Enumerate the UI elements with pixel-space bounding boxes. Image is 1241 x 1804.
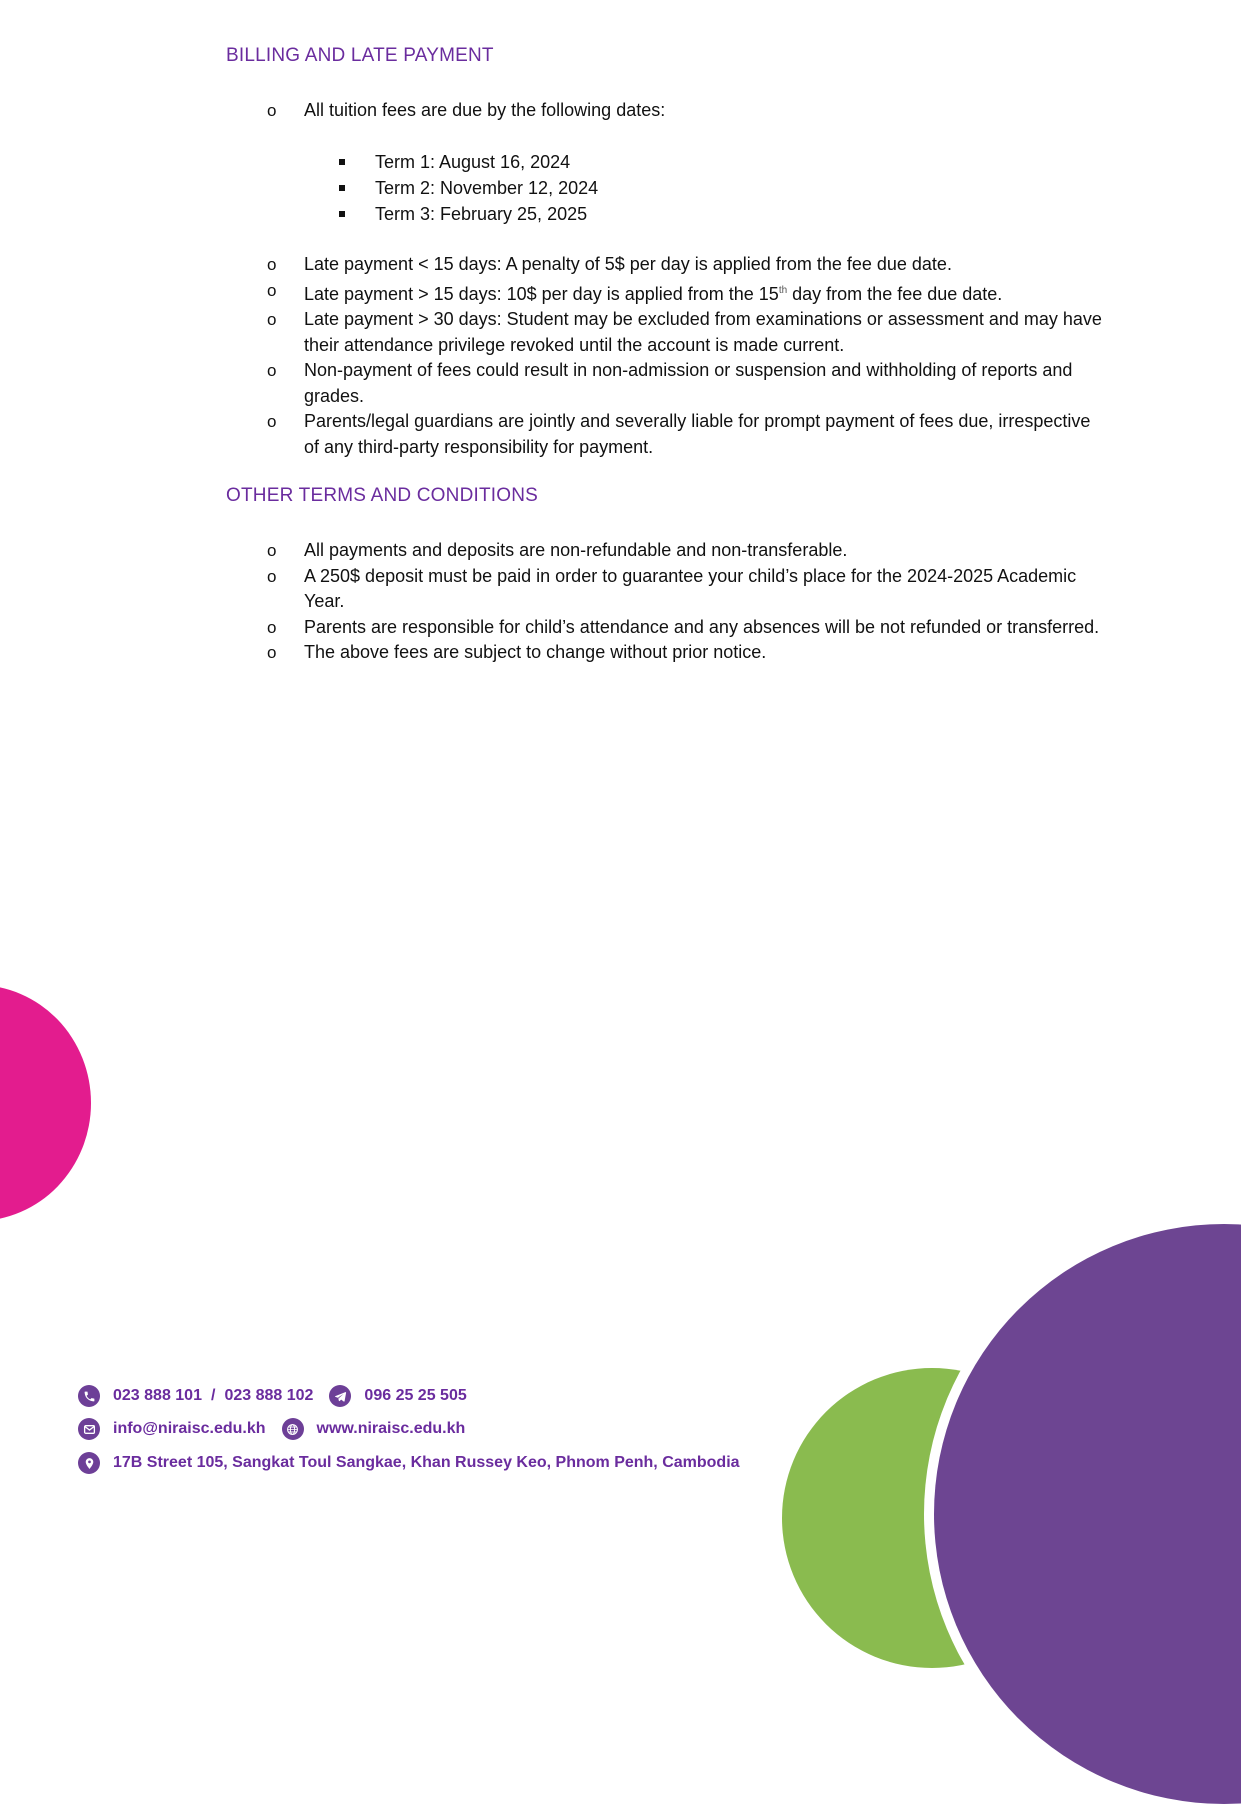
other-terms-heading: OTHER TERMS AND CONDITIONS [226,485,539,506]
list-item [0,307,1104,358]
circle-bullet: o [267,361,277,380]
address-row [78,1452,740,1474]
email-icon [78,1418,100,1440]
square-bullet [339,185,345,191]
term-item [0,149,598,175]
circle-bullet: o [267,643,277,662]
non-payment-text: Non-payment of fees could result in non-admission or suspension and withholding of reports and grades. [304,360,1073,406]
term-item [0,175,598,201]
phone-separator: / [210,1387,216,1404]
other-term-text: A 250$ deposit must be paid in order to guarantee your child’s place for the 2024-2025 Academic Year. [304,565,1077,611]
late-gt15-text-end: day from the fee due date. [787,283,1003,304]
decorative-purple-circle [934,1224,1241,1804]
phone-contact-row [78,1385,467,1407]
phone-icon [78,1385,100,1407]
other-term-text: Parents are responsible for child’s attendance and any absences will be not refunded or transferred. [304,616,1100,637]
billing-list [0,98,1104,124]
circle-bullet: o [267,541,277,560]
circle-bullet: o [267,566,277,586]
email-link[interactable]: info@niraisc.edu.kh [113,1420,266,1437]
square-bullet [339,211,345,217]
location-pin-icon [78,1452,100,1474]
term-list [0,149,598,227]
term-2-text: Term 2: November 12, 2024 [375,178,599,198]
term-item [0,201,598,227]
circle-bullet: o [267,412,277,431]
telegram-number[interactable]: 096 25 25 505 [364,1387,467,1404]
phone-number-2[interactable]: 023 888 102 [224,1387,314,1404]
circle-bullet: o [267,280,277,300]
email-web-row [78,1418,465,1440]
other-term-text: All payments and deposits are non-refundable and non-transferable. [304,540,848,560]
late-gt30-text: Late payment > 30 days: Student may be excluded from examinations or assessment and may have their attendance privilege revoked until the account is made current. [304,309,1102,355]
list-item [0,278,1104,308]
term-3-text: Term 3: February 25, 2025 [375,204,588,224]
list-item [0,564,1104,615]
billing-heading: BILLING AND LATE PAYMENT [226,45,494,66]
list-item [0,358,1104,409]
late-payment-list [0,252,1104,460]
globe-icon [282,1418,304,1440]
list-item [0,98,1104,124]
circle-bullet: o [267,310,277,329]
list-item [0,252,1104,278]
list-item [0,640,1104,666]
ordinal-superscript: th [778,284,788,296]
term-1-text: Term 1: August 16, 2024 [375,152,571,172]
phone-number-1[interactable]: 023 888 101 [113,1387,202,1404]
other-terms-list [0,538,1104,666]
circle-bullet: o [267,101,277,120]
telegram-icon [329,1385,351,1407]
website-link[interactable]: www.niraisc.edu.kh [316,1420,466,1437]
circle-bullet: o [267,617,277,637]
address-text: 17B Street 105, Sangkat Toul Sangkae, Khan Russey Keo, Phnom Penh, Cambodia [113,1454,740,1471]
late-gt15-text: Late payment > 15 days: 10$ per day is applied from the 15 [304,283,779,304]
list-item [0,538,1104,564]
liability-text: Parents/legal guardians are jointly and severally liable for prompt payment of fees due, irrespective of any third-party responsibility for payment. [304,411,1091,457]
other-term-text: The above fees are subject to change without prior notice. [304,642,767,662]
square-bullet [339,159,345,165]
decorative-pink-circle [0,985,91,1221]
list-item [0,615,1104,641]
due-intro-text: All tuition fees are due by the following dates: [304,100,666,120]
list-item [0,409,1104,460]
late-lt15-text: Late payment < 15 days: A penalty of 5$ per day is applied from the fee due date. [304,254,952,274]
circle-bullet: o [267,255,277,274]
